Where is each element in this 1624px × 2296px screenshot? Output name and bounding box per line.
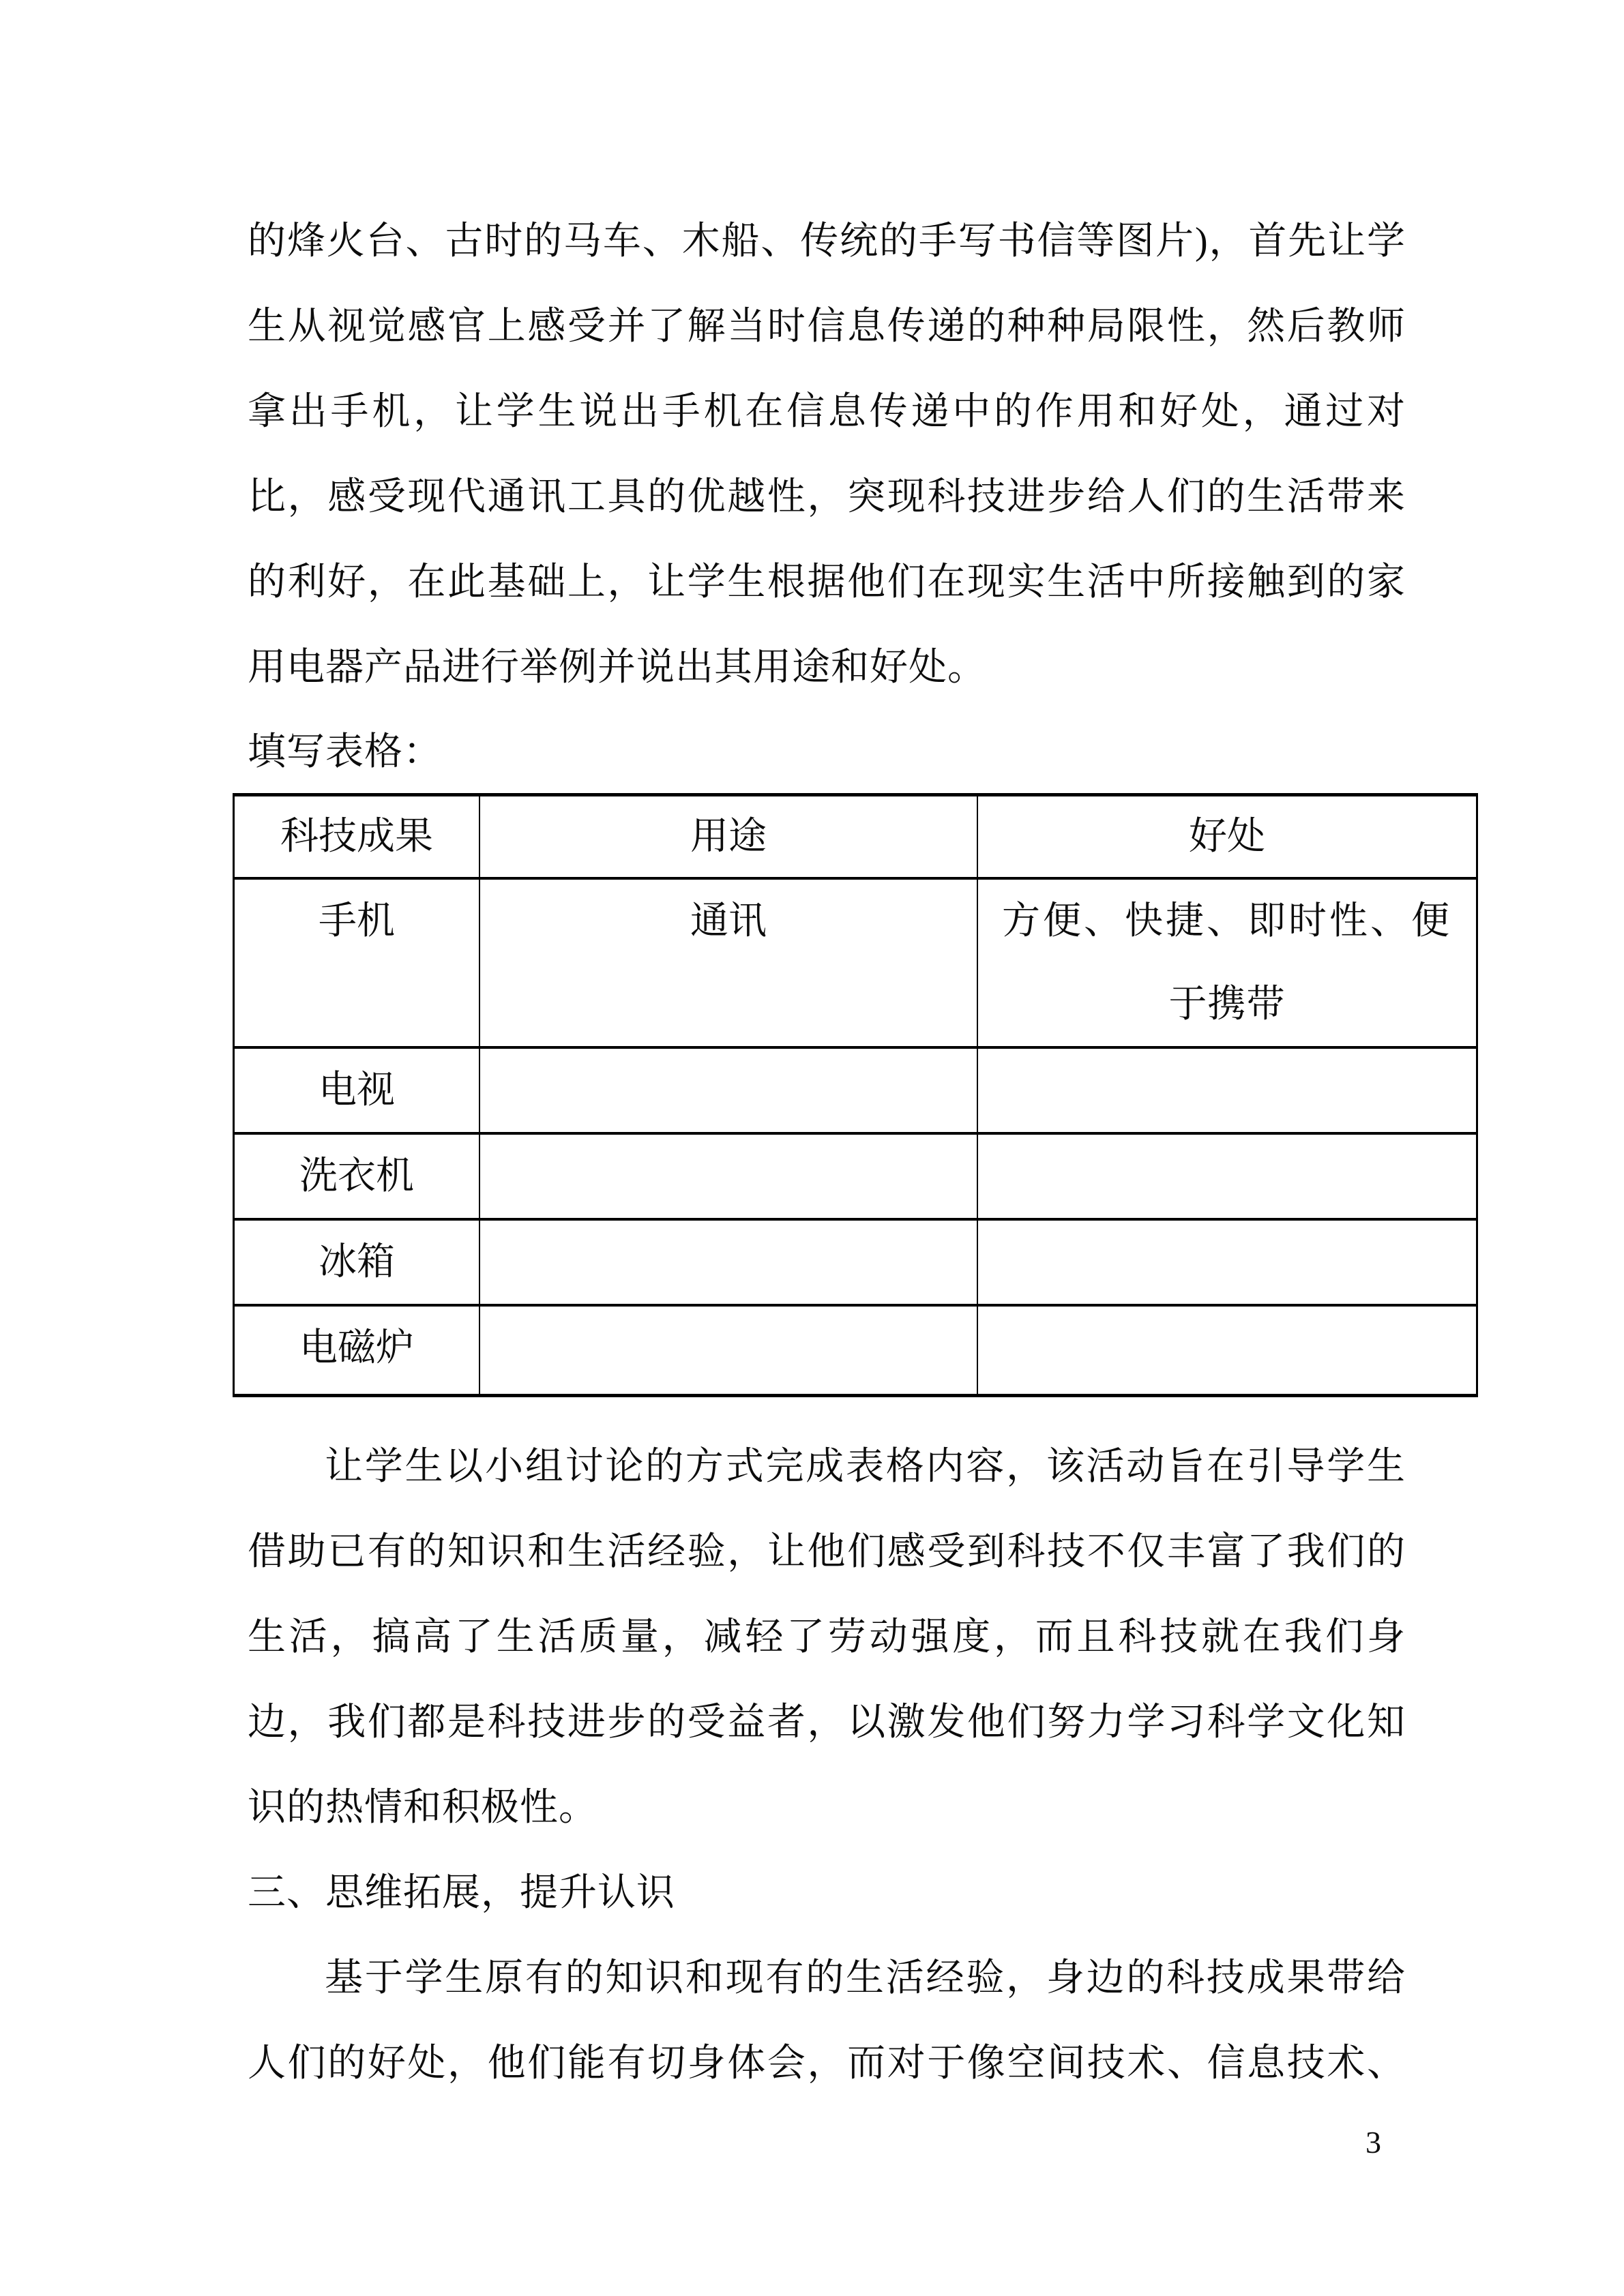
text-line: 用电器产品进行举例并说出其用途和好处。: [248, 646, 986, 689]
cell-benefit: [977, 878, 1477, 1047]
cell-achievement: 电视: [234, 1047, 480, 1133]
table-row-washer: [234, 1133, 1477, 1219]
header-cell-benefit: 好处: [977, 795, 1477, 879]
cell-use: [479, 1305, 977, 1396]
text-line: 基于学生原有的知识和现有的生活经验，身边的科技成果带给: [325, 1957, 1406, 1999]
table-row-phone: [234, 878, 1477, 1047]
section-heading: 三、思维拓展，提升认识: [248, 1872, 675, 1914]
technology-table: [233, 793, 1478, 1397]
text-line: 借助已有的知识和生活经验，让他们感受到科技不仅丰富了我们的: [248, 1531, 1406, 1573]
text-line: 让学生以小组讨论的方式完成表格内容，该活动旨在引导学生: [325, 1446, 1406, 1488]
cell-use: [479, 1047, 977, 1133]
cell-benefit: [977, 1305, 1477, 1396]
cell-achievement: 电磁炉: [234, 1305, 480, 1396]
text-line: 边，我们都是科技进步的受益者，以激发他们努力学习科学文化知: [248, 1701, 1406, 1744]
text-line: 识的热情和积极性。: [248, 1787, 597, 1829]
benefit-line: 方便、快捷、即时性、便: [1002, 900, 1452, 942]
cell-use: [479, 1133, 977, 1219]
fill-table-label: 填写表格：: [248, 731, 442, 773]
text-line: 生活，搞高了生活质量，减轻了劳动强度，而且科技就在我们身: [248, 1616, 1406, 1658]
benefit-line: 于携带: [1168, 983, 1286, 1026]
cell-benefit: [977, 1219, 1477, 1305]
header-cell-use: 用途: [479, 795, 977, 879]
text-line: 生从视觉感官上感受并了解当时信息传递的种种局限性，然后教师: [248, 305, 1406, 348]
table-row-tv: [234, 1047, 1477, 1133]
table-header-row: [234, 795, 1477, 879]
cell-use: [479, 1219, 977, 1305]
text-line: 比，感受现代通讯工具的优越性，突现科技进步给人们的生活带来: [248, 476, 1406, 518]
table-row-fridge: [234, 1219, 1477, 1305]
cell-benefit: [977, 1133, 1477, 1219]
table-row-cooker: [234, 1305, 1477, 1396]
cell-benefit: [977, 1047, 1477, 1133]
cell-achievement: 手机: [234, 878, 480, 1047]
header-cell-achievement: 科技成果: [234, 795, 480, 879]
page-number: 3: [1365, 2125, 1381, 2160]
paragraph-discussion: [248, 1425, 1406, 1851]
paragraph-extension: [248, 1936, 1406, 2106]
text-line: 的烽火台、古时的马车、木船、传统的手写书信等图片)，首先让学: [248, 220, 1406, 263]
cell-achievement: 洗衣机: [234, 1133, 480, 1219]
paragraph-intro: [248, 199, 1406, 711]
text-line: 拿出手机，让学生说出手机在信息传递中的作用和好处，通过对: [248, 391, 1406, 433]
text-line: 人们的好处，他们能有切身体会，而对于像空间技术、信息技术、: [248, 2042, 1406, 2085]
cell-achievement: 冰箱: [234, 1219, 480, 1305]
cell-use: 通讯: [479, 878, 977, 1047]
text-line: 的利好，在此基础上，让学生根据他们在现实生活中所接触到的家: [248, 561, 1406, 603]
